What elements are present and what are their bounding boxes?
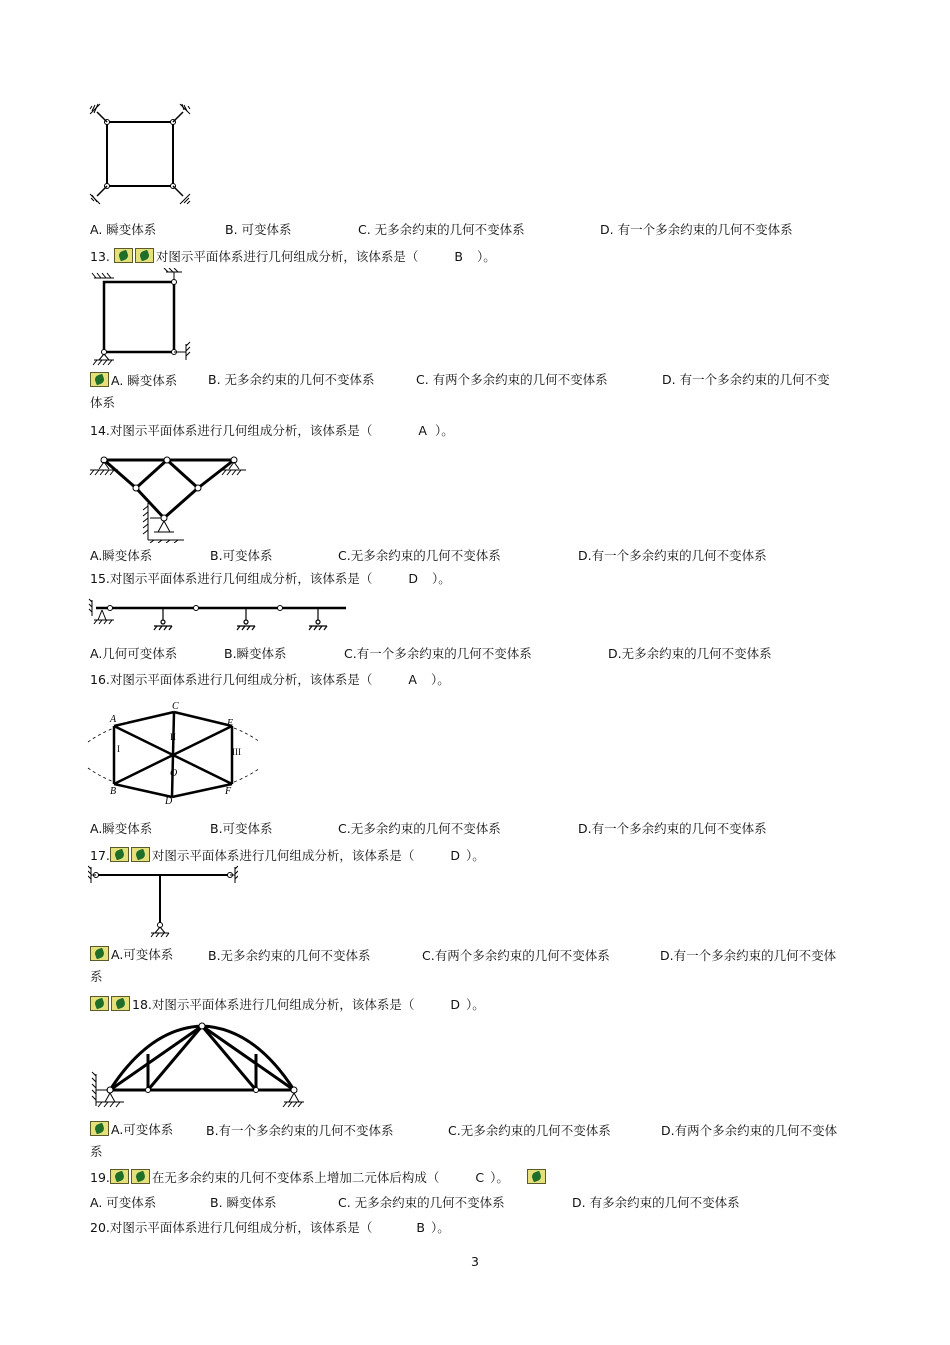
q16-option-a: A.瞬变体系 (90, 821, 153, 836)
speaker-icon[interactable] (110, 847, 129, 862)
page-number: 3 (471, 1254, 479, 1269)
q17-option-b: B.无多余约束的几何不变体系 (208, 948, 371, 963)
q13-number: 13. (90, 249, 110, 264)
q15-close: ）。 (432, 571, 451, 586)
q16-label-c: C (172, 701, 179, 712)
q16-option-c: C.无多余约束的几何不变体系 (338, 821, 501, 836)
speaker-icon[interactable] (90, 372, 109, 387)
q15-question: 15.对图示平面体系进行几何组成分析，该体系是（ (90, 571, 373, 586)
speaker-icon[interactable] (527, 1169, 546, 1184)
speaker-icon[interactable] (131, 847, 150, 862)
q18-option-b: B.有一个多余约束的几何不变体系 (206, 1123, 394, 1138)
q17-question: 对图示平面体系进行几何组成分析，该体系是（ (151, 848, 415, 863)
q18-option-c: C.无多余约束的几何不变体系 (448, 1123, 611, 1138)
q18-option-a: A.可变体系 (111, 1122, 174, 1137)
q13-figure (90, 268, 200, 366)
q17-answer: D (450, 848, 461, 863)
q17-options (90, 946, 173, 963)
speaker-icon[interactable] (90, 1121, 109, 1136)
q14-close: ）。 (434, 423, 454, 438)
q12-option-a: A. 瞬变体系 (90, 222, 157, 237)
q18-wrap: 系 (90, 1144, 103, 1159)
q13-option-c: C. 有两个多余约束的几何不变体系 (416, 372, 608, 387)
q19-option-d: D. 有多余约束的几何不变体系 (572, 1195, 740, 1210)
q15-option-b: B.瞬变体系 (224, 646, 287, 661)
q18-option-d: D.有两个多余约束的几何不变体 (661, 1123, 838, 1138)
q14-option-b: B.可变体系 (210, 548, 273, 563)
q13-option-b: B. 无多余约束的几何不变体系 (208, 372, 375, 387)
q16-label-i: I (117, 744, 120, 754)
q14-question: 14.对图示平面体系进行几何组成分析，该体系是（ (90, 423, 373, 438)
q18-figure (88, 1018, 308, 1113)
q14-option-a: A.瞬变体系 (90, 548, 153, 563)
q13-option-d: D. 有一个多余约束的几何不变 (662, 372, 830, 387)
q15-option-d: D.无多余约束的几何不变体系 (608, 646, 772, 661)
q16-option-b: B.可变体系 (210, 821, 273, 836)
q18-question: 18.对图示平面体系进行几何组成分析，该体系是（ (132, 997, 415, 1012)
q13-question: 对图示平面体系进行几何组成分析，该体系是（ (155, 249, 419, 264)
q16-answer: A (408, 672, 417, 687)
q12-option-d: D. 有一个多余约束的几何不变体系 (600, 222, 793, 237)
q16-figure (84, 700, 264, 805)
q20-close: ）。 (430, 1220, 450, 1235)
q16-question: 16.对图示平面体系进行几何组成分析，该体系是（ (90, 672, 373, 687)
q14-stem (90, 423, 454, 439)
speaker-icon[interactable] (90, 996, 109, 1011)
q12-figure (88, 102, 198, 207)
q18-stem (90, 996, 485, 1013)
q16-label-b: B (110, 786, 117, 797)
q17-number: 17. (90, 848, 110, 863)
q20-answer: B (416, 1220, 425, 1235)
q12-option-b: B. 可变体系 (225, 222, 292, 237)
q15-stem (90, 571, 451, 587)
q16-label-d: D (165, 796, 173, 805)
q16-label-e: E (227, 718, 234, 729)
q19-option-a: A. 可变体系 (90, 1195, 157, 1210)
q12-option-c: C. 无多余约束的几何不变体系 (358, 222, 525, 237)
q13-wrap: 体系 (90, 395, 116, 410)
q13-option-a: A. 瞬变体系 (111, 373, 178, 388)
q17-stem (90, 847, 485, 864)
q17-figure (88, 865, 238, 940)
q18-answer: D (450, 997, 461, 1012)
speaker-icon[interactable] (110, 1169, 129, 1184)
q16-option-d: D.有一个多余约束的几何不变体系 (578, 821, 767, 836)
q18-close: ）。 (466, 997, 485, 1012)
q19-close: ）。 (490, 1170, 509, 1185)
speaker-icon[interactable] (114, 248, 133, 263)
q15-option-c: C.有一个多余约束的几何不变体系 (344, 646, 532, 661)
q13-stem (90, 248, 496, 265)
speaker-icon[interactable] (135, 248, 154, 263)
q19-answer: C (475, 1170, 485, 1185)
q19-number: 19. (90, 1170, 110, 1185)
q13-options (90, 372, 177, 389)
q19-question: 在无多余约束的几何不变体系上增加二元体后构成（ (151, 1170, 440, 1185)
q15-option-a: A.几何可变体系 (90, 646, 178, 661)
q15-figure (88, 596, 350, 636)
q13-close: ）。 (476, 249, 496, 264)
speaker-icon[interactable] (90, 946, 109, 961)
q17-option-d: D.有一个多余约束的几何不变体 (660, 948, 837, 963)
q14-option-c: C.无多余约束的几何不变体系 (338, 548, 501, 563)
q16-label-f: F (225, 786, 232, 797)
q14-option-d: D.有一个多余约束的几何不变体系 (578, 548, 767, 563)
q17-close: ）。 (466, 848, 485, 863)
q16-close: ）。 (430, 672, 450, 687)
q20-stem (90, 1220, 450, 1236)
q16-label-iii: III (232, 747, 241, 757)
q14-figure (88, 448, 248, 543)
speaker-icon[interactable] (111, 996, 130, 1011)
speaker-icon[interactable] (131, 1169, 150, 1184)
q19-option-b: B. 瞬变体系 (210, 1195, 277, 1210)
q18-options (90, 1121, 173, 1138)
q13-answer: B (454, 249, 463, 264)
q16-label-o: O (170, 768, 178, 779)
q19-option-c: C. 无多余约束的几何不变体系 (338, 1195, 505, 1210)
q17-wrap: 系 (90, 969, 103, 984)
q20-question: 20.对图示平面体系进行几何组成分析，该体系是（ (90, 1220, 373, 1235)
q16-label-a: A (110, 714, 117, 725)
q16-label-ii: II (170, 732, 176, 742)
q17-option-c: C.有两个多余约束的几何不变体系 (422, 948, 610, 963)
q17-option-a: A.可变体系 (111, 947, 174, 962)
q14-answer: A (418, 423, 427, 438)
q19-stem (90, 1169, 548, 1186)
q15-answer: D (408, 571, 419, 586)
q16-stem (90, 672, 450, 688)
